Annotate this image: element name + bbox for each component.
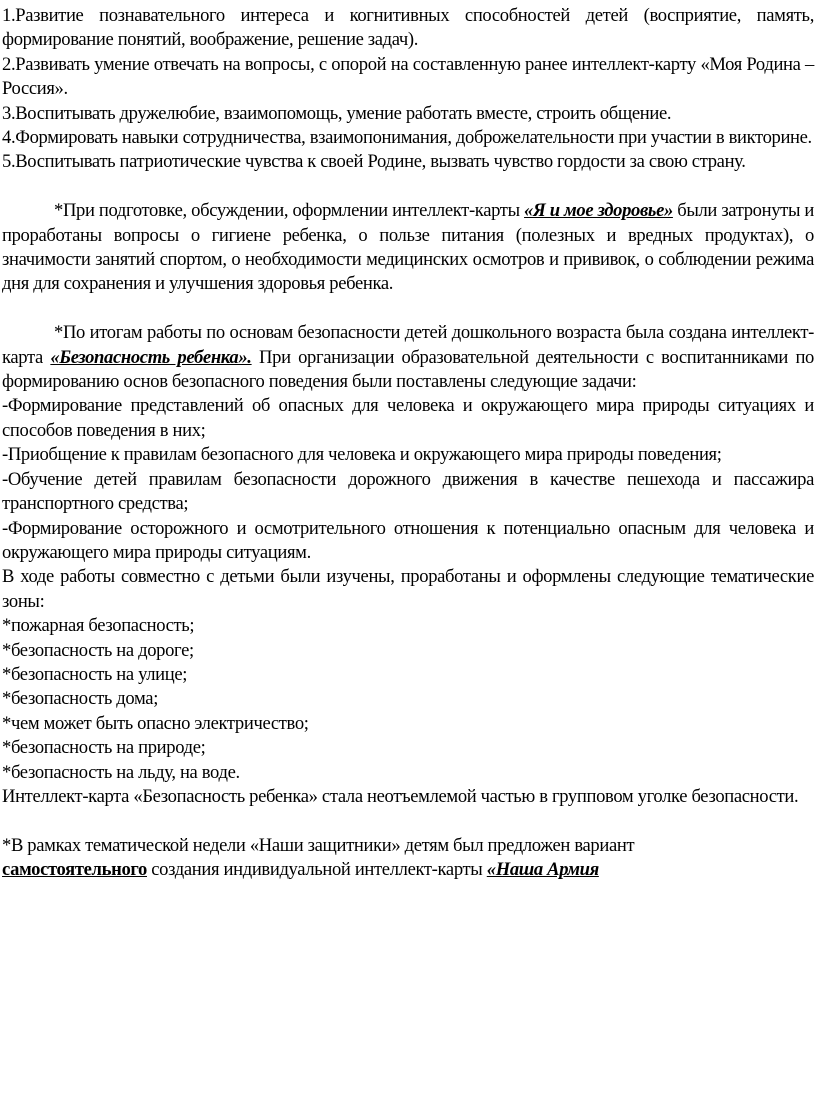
army-line-2 xyxy=(2,858,814,882)
zones-intro: В ходе работы совместно с детьми были изучены, проработаны и оформлены следующие тематические зоны: xyxy=(2,566,814,612)
zone-item-6: *безопасность на природе; xyxy=(2,737,206,759)
zone-item-3: *безопасность на улице; xyxy=(2,663,188,685)
safety-task-1: -Формирование представлений об опасных для человека и окружающего мира природы ситуациях и способов поведения в них; xyxy=(2,395,814,441)
army-bold-word: самостоятельного xyxy=(2,859,147,881)
spacer xyxy=(2,175,814,199)
goal-item-5: 5.Воспитывать патриотические чувства к своей Родине, вызвать чувство гордости за свою страну. xyxy=(2,151,746,173)
zone-item-1: *пожарная безопасность; xyxy=(2,615,195,637)
army-line-1: *В рамках тематической недели «Наши защитники» детям был предложен вариант xyxy=(2,834,635,856)
safety-task-3: -Обучение детей правилам безопасности дорожного движения в качестве пешехода и пассажира транспортного средства; xyxy=(2,468,814,515)
safety-conclusion: Интеллект-карта «Безопасность ребенка» стала неотъемлемой частью в групповом уголке безопасности. xyxy=(2,785,799,807)
health-text-before: *При подготовке, обсуждении, оформлении интеллект-карты xyxy=(54,200,525,222)
health-paragraph xyxy=(2,199,814,297)
spacer xyxy=(2,297,814,321)
safety-task-4: -Формирование осторожного и осмотрительного отношения к потенциально опасным для человека и окружающего мира природы ситуациям. xyxy=(2,517,814,563)
safety-task-2: -Приобщение к правилам безопасного для человека и окружающего мира природы поведения; xyxy=(2,444,722,466)
zone-item-4: *безопасность дома; xyxy=(2,688,159,710)
safety-text-after: При организации образовательной деятельности с воспитанниками по формированию основ безопасного поведения были поставлены следующие задачи: xyxy=(2,346,815,393)
health-text-after: были затронуты и проработаны вопросы о гигиене ребенка, о пользе питания (полезных и вредных продуктах), о значимости занятий спортом, о необходимости медицинских осмотров и прививок, о соблюдении режима дня для сохранения и улучшения здоровья ребенка. xyxy=(2,200,815,295)
safety-map-title: «Безопасность ребенка». xyxy=(50,346,252,368)
safety-paragraph xyxy=(2,321,814,394)
spacer xyxy=(2,809,814,833)
zone-item-5: *чем может быть опасно электричество; xyxy=(2,712,309,734)
zone-item-7: *безопасность на льду, на воде. xyxy=(2,761,240,783)
zone-item-2: *безопасность на дороге; xyxy=(2,639,194,661)
goal-item-2: 2.Развивать умение отвечать на вопросы, с опорой на составленную ранее интеллект-карту «Моя Родина – Россия». xyxy=(2,53,814,100)
goal-item-3: 3.Воспитывать дружелюбие, взаимопомощь, умение работать вместе, строить общение. xyxy=(2,102,672,124)
goal-item-1: 1.Развитие познавательного интереса и когнитивных способностей детей (восприятие, память, формирование понятий, воображение, решение задач). xyxy=(2,5,814,51)
health-map-title: «Я и мое здоровье» xyxy=(524,200,673,222)
army-map-title: «Наша Армия xyxy=(486,859,599,881)
safety-text-before: *По итогам работы по основам безопасности детей дошкольного возраста была создана интеллект-карта xyxy=(2,322,814,368)
army-text-middle: создания индивидуальной интеллект-карты xyxy=(146,859,487,881)
goal-item-4: 4.Формировать навыки сотрудничества, взаимопонимания, доброжелательности при участии в викторине. xyxy=(2,127,812,149)
